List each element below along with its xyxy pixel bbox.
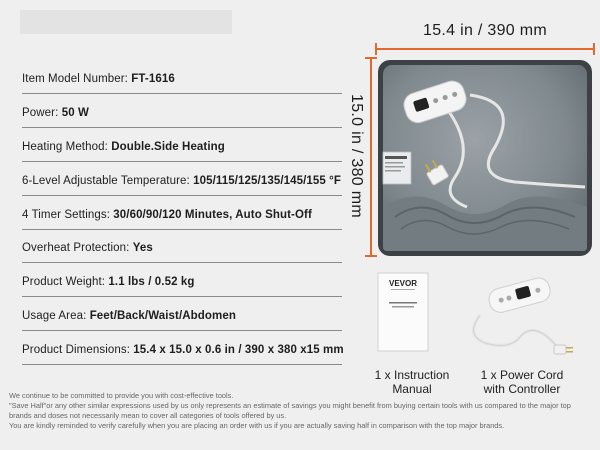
spec-label: Item Model Number: bbox=[22, 73, 128, 85]
spec-value: 105/115/125/135/145/155 °F bbox=[193, 174, 342, 187]
power-cord-controller-image bbox=[460, 275, 575, 360]
divider bbox=[22, 262, 342, 263]
spec-row-heating-method bbox=[22, 137, 342, 171]
divider bbox=[22, 93, 342, 94]
spec-label: Power: bbox=[22, 106, 59, 119]
spec-value: Feet/Back/Waist/Abdomen bbox=[89, 310, 236, 323]
spec-row-dimensions bbox=[22, 340, 342, 374]
spec-label: Usage Area: bbox=[22, 310, 87, 323]
width-dimension-label: 15.4 in / 390 mm bbox=[423, 22, 547, 39]
spec-value: 50 W bbox=[61, 106, 89, 119]
spec-row-usage-area bbox=[22, 306, 342, 340]
spec-row-power bbox=[22, 103, 342, 137]
spec-row-overheat bbox=[22, 238, 342, 272]
cord-caption-line1: 1 x Power Cord bbox=[480, 368, 564, 382]
heating-pad-image bbox=[375, 57, 595, 259]
disclaimer-line3: You are kindly reminded to verify carefully when you are placing an order with us if you are actually saving half in comparison with the top major brands. bbox=[9, 421, 505, 430]
divider bbox=[22, 330, 342, 331]
spec-value: 1.1 lbs / 0.52 kg bbox=[108, 276, 195, 289]
manual-brand: VEVOR bbox=[388, 279, 418, 288]
width-dimension-line bbox=[375, 43, 595, 55]
divider bbox=[22, 296, 342, 297]
manual-caption-line2: Manual bbox=[392, 382, 432, 396]
disclaimer-line1: We continue to be committed to provide you with cost-effective tools. bbox=[9, 391, 234, 400]
manual-caption-line1: 1 x Instruction bbox=[374, 368, 450, 382]
spec-label: Product Weight: bbox=[22, 276, 106, 289]
disclaimer-line2: "Save Half"or any other similar expressions used by us only represents an estimate of savings you might benefit from buying certain tools with us compared to the major top brands and doses not necessarily mean to cover all categories of tools offered by us. bbox=[9, 401, 571, 420]
spec-row-weight bbox=[22, 272, 342, 306]
spec-row-timer bbox=[22, 205, 342, 239]
divider bbox=[22, 229, 342, 230]
spec-value: 30/60/90/120 Minutes, Auto Shut-Off bbox=[113, 208, 312, 221]
spec-label: Heating Method: bbox=[22, 140, 108, 153]
instruction-manual-image bbox=[377, 272, 429, 352]
spec-value: FT-1616 bbox=[131, 73, 175, 85]
spec-list bbox=[22, 69, 342, 374]
cord-caption-line2: with Controller bbox=[483, 382, 561, 396]
divider bbox=[22, 161, 342, 162]
spec-label: Overheat Protection: bbox=[22, 242, 130, 255]
disclaimer bbox=[9, 391, 594, 431]
spec-row-model bbox=[22, 69, 342, 103]
spec-row-temperature bbox=[22, 171, 342, 205]
spec-label: Product Dimensions: bbox=[22, 344, 130, 357]
spec-value: Yes bbox=[132, 242, 153, 255]
height-dimension-label: 15.0 in / 380 mm bbox=[348, 94, 365, 218]
spec-label: 4 Timer Settings: bbox=[22, 208, 110, 221]
header-banner bbox=[20, 10, 232, 34]
divider bbox=[22, 127, 342, 128]
spec-value: 15.4 x 15.0 x 0.6 in / 390 x 380 x15 mm bbox=[133, 344, 344, 357]
divider bbox=[22, 364, 342, 365]
spec-label: 6-Level Adjustable Temperature: bbox=[22, 174, 190, 187]
spec-value: Double.Side Heating bbox=[111, 140, 225, 153]
divider bbox=[22, 195, 342, 196]
